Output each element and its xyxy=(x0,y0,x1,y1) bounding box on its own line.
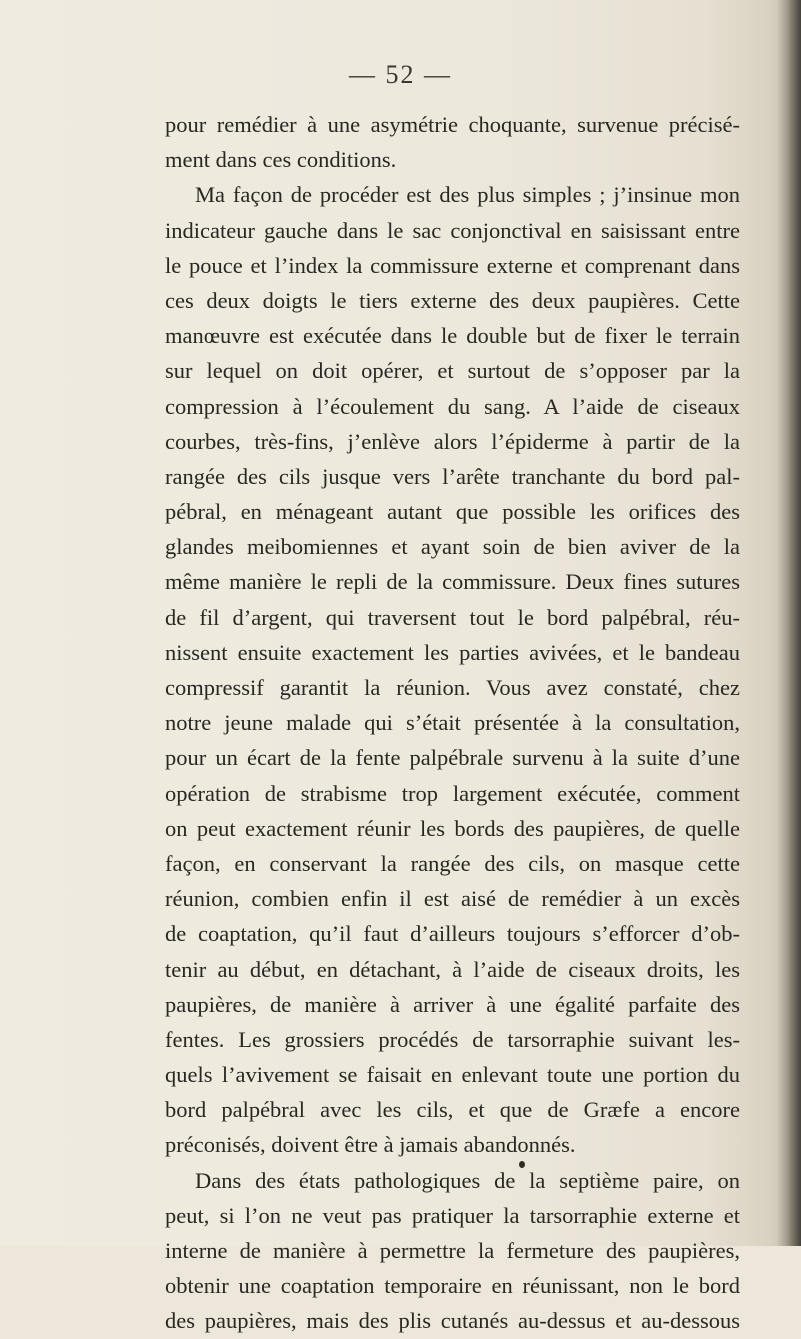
text-line xyxy=(165,881,740,916)
text-line xyxy=(165,740,740,775)
text-line-content: réunion, combien enfin il est aisé de remédier à un excès xyxy=(165,886,740,912)
text-line xyxy=(165,283,740,318)
page-binding-edge xyxy=(777,0,801,1246)
text-line xyxy=(165,494,740,529)
text-line xyxy=(165,635,740,670)
text-line xyxy=(165,1233,740,1268)
text-line xyxy=(165,142,740,177)
text-line-content: pour un écart de la fente palpébrale survenu à la suite d’une xyxy=(165,745,740,771)
text-line-content: opération de strabisme trop largement exécutée, comment xyxy=(165,780,740,806)
text-line-content: courbes, très-fins, j’enlève alors l’épiderme à partir de la xyxy=(165,428,740,454)
text-line xyxy=(165,389,740,424)
text-line-content: ces deux doigts le tiers externe des deux paupières. Cette xyxy=(165,287,740,313)
text-line-content: rangée des cils jusque vers l’arête tranchante du bord pal- xyxy=(165,463,740,489)
text-line xyxy=(165,1022,740,1057)
text-line xyxy=(165,107,740,142)
text-line xyxy=(165,776,740,811)
text-line-content: manœuvre est exécutée dans le double but de fixer le terrain xyxy=(165,323,740,349)
ink-speck xyxy=(519,1161,525,1168)
text-line xyxy=(165,564,740,599)
page-number: — 52 — xyxy=(349,60,452,89)
text-line xyxy=(165,318,740,353)
text-line-content: Dans des états pathologiques de la septième paire, on xyxy=(195,1167,740,1193)
text-line-content: pébral, en ménageant autant que possible les orifices des xyxy=(165,499,740,525)
text-line xyxy=(165,177,740,212)
text-line xyxy=(165,1057,740,1092)
text-line xyxy=(165,459,740,494)
text-line-content: glandes meibomiennes et ayant soin de bien aviver de la xyxy=(165,534,740,560)
text-line xyxy=(165,846,740,881)
text-line-content: pour remédier à une asymétrie choquante, survenue précisé- xyxy=(165,112,740,137)
text-line-content: compressif garantit la réunion. Vous avez constaté, chez xyxy=(165,675,740,700)
text-line xyxy=(165,529,740,564)
text-line xyxy=(165,705,740,740)
text-line-content: paupières, de manière à arriver à une égalité parfaite des xyxy=(165,991,740,1017)
text-line xyxy=(165,213,740,248)
text-line-content: des paupières, mais des plis cutanés au-dessus et au-dessous xyxy=(165,1308,740,1334)
text-line xyxy=(165,987,740,1022)
text-line xyxy=(165,1163,740,1198)
text-line xyxy=(165,353,740,388)
text-line-content: notre jeune malade qui s’était présentée à la consultation, xyxy=(165,710,740,736)
text-line xyxy=(165,600,740,635)
text-line-content: le pouce et l’index la commissure externe et comprenant dans xyxy=(165,252,740,278)
text-line-content: façon, en conservant la rangée des cils, on masque cette xyxy=(165,850,740,876)
text-line-content: peut, si l’on ne veut pas pratiquer la tarsorraphie externe et xyxy=(165,1202,740,1228)
text-line xyxy=(165,424,740,459)
text-line xyxy=(165,1092,740,1127)
text-line-content: de coaptation, qu’il faut d’ailleurs toujours s’efforcer d’ob- xyxy=(165,921,740,947)
text-line-content: quels l’avivement se faisait en enlevant toute une portion du xyxy=(165,1062,740,1088)
text-line-content: sur lequel on doit opérer, et surtout de s’opposer par la xyxy=(165,358,740,384)
text-line xyxy=(165,670,740,705)
text-line xyxy=(165,952,740,987)
text-line xyxy=(165,811,740,846)
text-line-content: Ma façon de procéder est des plus simples ; j’insinue mon xyxy=(195,182,740,208)
text-line-content: on peut exactement réunir les bords des paupières, de quelle xyxy=(165,815,740,841)
text-line-content: de fil d’argent, qui traversent tout le bord palpébral, réu- xyxy=(165,604,740,630)
text-line xyxy=(165,1198,740,1233)
text-line-content: tenir au début, en détachant, à l’aide de ciseaux droits, les xyxy=(165,956,740,982)
body-text xyxy=(165,107,740,1339)
text-line xyxy=(165,916,740,951)
text-line-content: préconisés, doivent être à jamais abandonnés. xyxy=(165,1132,576,1158)
text-line-content: interne de manière à permettre la fermeture des paupières, xyxy=(165,1238,740,1263)
text-line-content: même manière le repli de la commissure. Deux fines sutures xyxy=(165,569,740,595)
text-line-content: obtenir une coaptation temporaire en réunissant, non le bord xyxy=(165,1273,740,1299)
text-line xyxy=(165,1303,740,1338)
text-line-content: compression à l’écoulement du sang. A l’aide de ciseaux xyxy=(165,393,740,419)
text-line xyxy=(165,248,740,283)
text-line-content: fentes. Les grossiers procédés de tarsorraphie suivant les- xyxy=(165,1026,740,1052)
text-line-content: nissent ensuite exactement les parties avivées, et le bandeau xyxy=(165,639,740,665)
text-line xyxy=(165,1268,740,1303)
text-line-content: bord palpébral avec les cils, et que de Græfe a encore xyxy=(165,1097,740,1123)
text-line xyxy=(165,1127,740,1162)
text-line-content: ment dans ces conditions. xyxy=(165,147,397,173)
text-line-content: indicateur gauche dans le sac conjonctival en saisissant entre xyxy=(165,217,740,243)
